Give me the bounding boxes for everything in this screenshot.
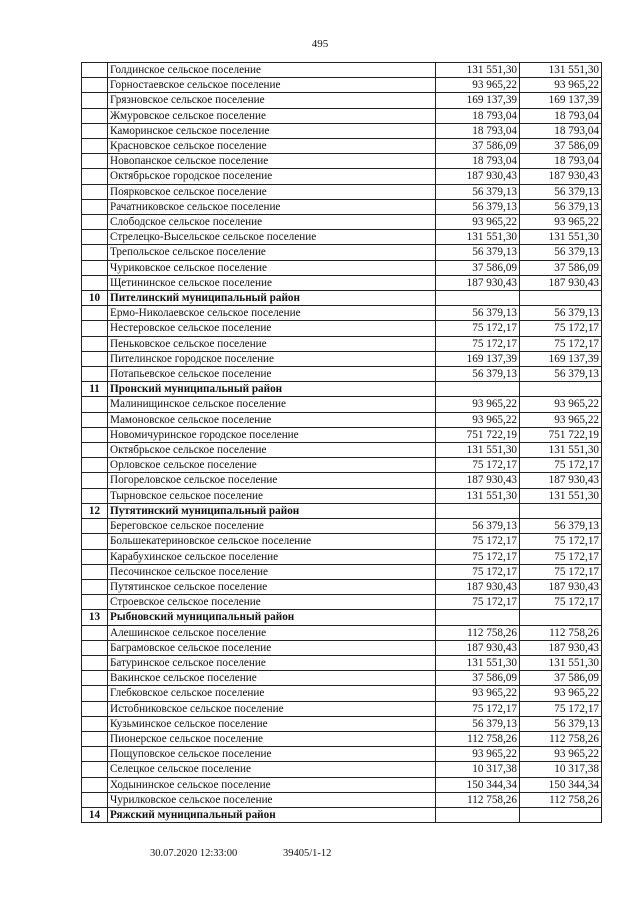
table-row bbox=[82, 762, 602, 777]
row-number bbox=[82, 655, 108, 670]
amount-value-1: 75 172,17 bbox=[436, 458, 520, 473]
amount-value-1 bbox=[436, 291, 520, 306]
table-row bbox=[82, 655, 602, 670]
amount-value-1 bbox=[436, 382, 520, 397]
row-number bbox=[82, 640, 108, 655]
row-number bbox=[82, 230, 108, 245]
amount-value-1: 187 930,43 bbox=[436, 579, 520, 594]
table-row bbox=[82, 595, 602, 610]
settlement-name: Орловское сельское поселение bbox=[108, 458, 436, 473]
table-row bbox=[82, 321, 602, 336]
table-row bbox=[82, 78, 602, 93]
row-number: 11 bbox=[82, 382, 108, 397]
amount-value-1: 56 379,13 bbox=[436, 184, 520, 199]
amount-value-2 bbox=[520, 503, 602, 518]
amount-value-2: 37 586,09 bbox=[520, 260, 602, 275]
amount-value-1: 18 793,04 bbox=[436, 108, 520, 123]
table-row bbox=[82, 519, 602, 534]
table-row bbox=[82, 139, 602, 154]
amount-value-2: 56 379,13 bbox=[520, 306, 602, 321]
amount-value-2: 112 758,26 bbox=[520, 792, 602, 807]
amount-value-2: 93 965,22 bbox=[520, 215, 602, 230]
amount-value-2: 187 930,43 bbox=[520, 473, 602, 488]
row-number bbox=[82, 169, 108, 184]
district-name: Путятинский муниципальный район bbox=[108, 503, 436, 518]
settlement-name: Строевское сельское поселение bbox=[108, 595, 436, 610]
row-number bbox=[82, 93, 108, 108]
settlement-name: Новомичуринское городское поселение bbox=[108, 427, 436, 442]
settlement-name: Жмуровское сельское поселение bbox=[108, 108, 436, 123]
row-number bbox=[82, 412, 108, 427]
amount-value-1: 75 172,17 bbox=[436, 549, 520, 564]
table-row bbox=[82, 336, 602, 351]
allocation-table-body bbox=[82, 63, 602, 823]
table-row bbox=[82, 747, 602, 762]
amount-value-1: 751 722,19 bbox=[436, 427, 520, 442]
amount-value-1: 75 172,17 bbox=[436, 534, 520, 549]
table-row bbox=[82, 63, 602, 78]
amount-value-2: 131 551,30 bbox=[520, 655, 602, 670]
settlement-name: Малинищинское сельское поселение bbox=[108, 397, 436, 412]
table-row bbox=[82, 443, 602, 458]
amount-value-1: 131 551,30 bbox=[436, 63, 520, 78]
table-row bbox=[82, 701, 602, 716]
table-row bbox=[82, 671, 602, 686]
table-row bbox=[82, 640, 602, 655]
amount-value-1: 187 930,43 bbox=[436, 473, 520, 488]
settlement-name: Пощуповское сельское поселение bbox=[108, 747, 436, 762]
district-name: Пителинский муниципальный район bbox=[108, 291, 436, 306]
amount-value-2: 131 551,30 bbox=[520, 488, 602, 503]
row-number bbox=[82, 443, 108, 458]
table-row bbox=[82, 534, 602, 549]
amount-value-2: 93 965,22 bbox=[520, 686, 602, 701]
amount-value-2: 93 965,22 bbox=[520, 397, 602, 412]
amount-value-1: 187 930,43 bbox=[436, 640, 520, 655]
settlement-name: Новопанское сельское поселение bbox=[108, 154, 436, 169]
settlement-name: Погореловское сельское поселение bbox=[108, 473, 436, 488]
row-number bbox=[82, 579, 108, 594]
amount-value-2: 169 137,39 bbox=[520, 93, 602, 108]
amount-value-2: 131 551,30 bbox=[520, 63, 602, 78]
row-number bbox=[82, 625, 108, 640]
row-number bbox=[82, 427, 108, 442]
row-number bbox=[82, 123, 108, 138]
amount-value-2: 75 172,17 bbox=[520, 701, 602, 716]
settlement-name: Ермо-Николаевское сельское поселение bbox=[108, 306, 436, 321]
table-row bbox=[82, 108, 602, 123]
amount-value-2 bbox=[520, 807, 602, 822]
amount-value-1: 93 965,22 bbox=[436, 78, 520, 93]
settlement-name: Баграмовское сельское поселение bbox=[108, 640, 436, 655]
amount-value-2: 131 551,30 bbox=[520, 230, 602, 245]
amount-value-1: 150 344,34 bbox=[436, 777, 520, 792]
amount-value-1 bbox=[436, 807, 520, 822]
amount-value-2: 75 172,17 bbox=[520, 321, 602, 336]
amount-value-2: 75 172,17 bbox=[520, 564, 602, 579]
amount-value-1: 75 172,17 bbox=[436, 336, 520, 351]
amount-value-2: 10 317,38 bbox=[520, 762, 602, 777]
table-row bbox=[82, 458, 602, 473]
amount-value-2: 93 965,22 bbox=[520, 78, 602, 93]
district-row bbox=[82, 807, 602, 822]
amount-value-2: 93 965,22 bbox=[520, 747, 602, 762]
row-number bbox=[82, 686, 108, 701]
amount-value-1 bbox=[436, 503, 520, 518]
amount-value-1: 112 758,26 bbox=[436, 731, 520, 746]
amount-value-2: 93 965,22 bbox=[520, 412, 602, 427]
settlement-name: Пионерское сельское поселение bbox=[108, 731, 436, 746]
row-number: 14 bbox=[82, 807, 108, 822]
amount-value-1: 93 965,22 bbox=[436, 397, 520, 412]
amount-value-2: 18 793,04 bbox=[520, 108, 602, 123]
row-number bbox=[82, 336, 108, 351]
table-row bbox=[82, 716, 602, 731]
row-number bbox=[82, 519, 108, 534]
amount-value-2: 112 758,26 bbox=[520, 625, 602, 640]
settlement-name: Потапьевское сельское поселение bbox=[108, 367, 436, 382]
amount-value-1: 131 551,30 bbox=[436, 488, 520, 503]
settlement-name: Песочинское сельское поселение bbox=[108, 564, 436, 579]
settlement-name: Каморинское сельское поселение bbox=[108, 123, 436, 138]
footer-timestamp: 30.07.2020 12:33:00 bbox=[150, 848, 238, 859]
table-row bbox=[82, 473, 602, 488]
allocation-table bbox=[81, 62, 602, 823]
row-number bbox=[82, 671, 108, 686]
row-number bbox=[82, 747, 108, 762]
settlement-name: Горностаевское сельское поселение bbox=[108, 78, 436, 93]
row-number bbox=[82, 488, 108, 503]
amount-value-2: 37 586,09 bbox=[520, 139, 602, 154]
settlement-name: Глебковское сельское поселение bbox=[108, 686, 436, 701]
amount-value-1: 56 379,13 bbox=[436, 367, 520, 382]
table-row bbox=[82, 549, 602, 564]
settlement-name: Рачатниковское сельское поселение bbox=[108, 199, 436, 214]
table-row bbox=[82, 625, 602, 640]
row-number bbox=[82, 245, 108, 260]
amount-value-1: 131 551,30 bbox=[436, 655, 520, 670]
settlement-name: Трепольское сельское поселение bbox=[108, 245, 436, 260]
settlement-name: Мамоновское сельское поселение bbox=[108, 412, 436, 427]
settlement-name: Береговское сельское поселение bbox=[108, 519, 436, 534]
settlement-name: Большекатериновское сельское поселение bbox=[108, 534, 436, 549]
row-number bbox=[82, 716, 108, 731]
settlement-name: Чуриковское сельское поселение bbox=[108, 260, 436, 275]
amount-value-1: 56 379,13 bbox=[436, 245, 520, 260]
table-row bbox=[82, 306, 602, 321]
row-number bbox=[82, 367, 108, 382]
amount-value-2: 56 379,13 bbox=[520, 716, 602, 731]
row-number bbox=[82, 184, 108, 199]
table-row bbox=[82, 93, 602, 108]
amount-value-2: 75 172,17 bbox=[520, 595, 602, 610]
amount-value-2: 187 930,43 bbox=[520, 275, 602, 290]
table-row bbox=[82, 579, 602, 594]
table-row bbox=[82, 245, 602, 260]
row-number bbox=[82, 731, 108, 746]
settlement-name: Нестеровское сельское поселение bbox=[108, 321, 436, 336]
amount-value-1: 112 758,26 bbox=[436, 625, 520, 640]
amount-value-1 bbox=[436, 610, 520, 625]
amount-value-1: 169 137,39 bbox=[436, 93, 520, 108]
table-row bbox=[82, 154, 602, 169]
row-number bbox=[82, 199, 108, 214]
amount-value-1: 187 930,43 bbox=[436, 275, 520, 290]
district-name: Пронский муниципальный район bbox=[108, 382, 436, 397]
table-row bbox=[82, 275, 602, 290]
amount-value-1: 75 172,17 bbox=[436, 595, 520, 610]
row-number bbox=[82, 306, 108, 321]
amount-value-2 bbox=[520, 291, 602, 306]
row-number bbox=[82, 78, 108, 93]
row-number bbox=[82, 564, 108, 579]
amount-value-1: 93 965,22 bbox=[436, 215, 520, 230]
table-row bbox=[82, 412, 602, 427]
amount-value-2: 75 172,17 bbox=[520, 336, 602, 351]
amount-value-2: 187 930,43 bbox=[520, 640, 602, 655]
settlement-name: Алешинское сельское поселение bbox=[108, 625, 436, 640]
amount-value-1: 75 172,17 bbox=[436, 564, 520, 579]
district-row bbox=[82, 291, 602, 306]
amount-value-1: 187 930,43 bbox=[436, 169, 520, 184]
amount-value-1: 56 379,13 bbox=[436, 519, 520, 534]
amount-value-1: 75 172,17 bbox=[436, 701, 520, 716]
row-number bbox=[82, 321, 108, 336]
page-number: 495 bbox=[311, 38, 329, 50]
settlement-name: Красновское сельское поселение bbox=[108, 139, 436, 154]
amount-value-2: 18 793,04 bbox=[520, 123, 602, 138]
row-number bbox=[82, 762, 108, 777]
amount-value-2: 187 930,43 bbox=[520, 169, 602, 184]
amount-value-2: 37 586,09 bbox=[520, 671, 602, 686]
settlement-name: Октябрьское городское поселение bbox=[108, 169, 436, 184]
settlement-name: Ходынинское сельское поселение bbox=[108, 777, 436, 792]
row-number bbox=[82, 215, 108, 230]
amount-value-1: 75 172,17 bbox=[436, 321, 520, 336]
settlement-name: Грязновское сельское поселение bbox=[108, 93, 436, 108]
row-number bbox=[82, 473, 108, 488]
amount-value-2: 56 379,13 bbox=[520, 245, 602, 260]
amount-value-1: 56 379,13 bbox=[436, 199, 520, 214]
settlement-name: Карабухинское сельское поселение bbox=[108, 549, 436, 564]
amount-value-2: 131 551,30 bbox=[520, 443, 602, 458]
footer-doc-code: 39405/1-12 bbox=[283, 848, 332, 859]
district-row bbox=[82, 382, 602, 397]
row-number bbox=[82, 139, 108, 154]
amount-value-1: 10 317,38 bbox=[436, 762, 520, 777]
settlement-name: Голдинское сельское поселение bbox=[108, 63, 436, 78]
table-row bbox=[82, 777, 602, 792]
settlement-name: Октябрьское сельское поселение bbox=[108, 443, 436, 458]
amount-value-1: 93 965,22 bbox=[436, 412, 520, 427]
amount-value-2: 56 379,13 bbox=[520, 184, 602, 199]
table-row bbox=[82, 488, 602, 503]
row-number bbox=[82, 792, 108, 807]
amount-value-2 bbox=[520, 382, 602, 397]
settlement-name: Путятинское сельское поселение bbox=[108, 579, 436, 594]
amount-value-2: 56 379,13 bbox=[520, 199, 602, 214]
row-number bbox=[82, 549, 108, 564]
row-number bbox=[82, 260, 108, 275]
table-row bbox=[82, 731, 602, 746]
settlement-name: Селецкое сельское поселение bbox=[108, 762, 436, 777]
row-number: 10 bbox=[82, 291, 108, 306]
amount-value-1: 18 793,04 bbox=[436, 123, 520, 138]
amount-value-2: 112 758,26 bbox=[520, 731, 602, 746]
settlement-name: Тырновское сельское поселение bbox=[108, 488, 436, 503]
amount-value-1: 112 758,26 bbox=[436, 792, 520, 807]
amount-value-1: 131 551,30 bbox=[436, 443, 520, 458]
table-row bbox=[82, 215, 602, 230]
table-row bbox=[82, 184, 602, 199]
amount-value-1: 37 586,09 bbox=[436, 260, 520, 275]
settlement-name: Батуринское сельское поселение bbox=[108, 655, 436, 670]
amount-value-2: 187 930,43 bbox=[520, 579, 602, 594]
amount-value-2: 751 722,19 bbox=[520, 427, 602, 442]
row-number bbox=[82, 397, 108, 412]
settlement-name: Чурилковское сельское поселение bbox=[108, 792, 436, 807]
settlement-name: Кузьминское сельское поселение bbox=[108, 716, 436, 731]
table-row bbox=[82, 397, 602, 412]
row-number: 12 bbox=[82, 503, 108, 518]
settlement-name: Истобниковское сельское поселение bbox=[108, 701, 436, 716]
amount-value-2: 56 379,13 bbox=[520, 367, 602, 382]
district-name: Рыбновский муниципальный район bbox=[108, 610, 436, 625]
amount-value-2: 18 793,04 bbox=[520, 154, 602, 169]
row-number bbox=[82, 63, 108, 78]
row-number bbox=[82, 534, 108, 549]
table-row bbox=[82, 230, 602, 245]
amount-value-1: 93 965,22 bbox=[436, 686, 520, 701]
amount-value-2: 75 172,17 bbox=[520, 534, 602, 549]
table-row bbox=[82, 367, 602, 382]
row-number bbox=[82, 108, 108, 123]
amount-value-2 bbox=[520, 610, 602, 625]
amount-value-1: 18 793,04 bbox=[436, 154, 520, 169]
amount-value-1: 37 586,09 bbox=[436, 671, 520, 686]
district-name: Ряжский муниципальный район bbox=[108, 807, 436, 822]
table-row bbox=[82, 351, 602, 366]
settlement-name: Пеньковское сельское поселение bbox=[108, 336, 436, 351]
table-row bbox=[82, 564, 602, 579]
row-number bbox=[82, 275, 108, 290]
amount-value-2: 75 172,17 bbox=[520, 549, 602, 564]
amount-value-2: 150 344,34 bbox=[520, 777, 602, 792]
row-number bbox=[82, 777, 108, 792]
settlement-name: Щетининское сельское поселение bbox=[108, 275, 436, 290]
settlement-name: Стрелецко-Высельское сельское поселение bbox=[108, 230, 436, 245]
settlement-name: Поярковское сельское поселение bbox=[108, 184, 436, 199]
table-row bbox=[82, 123, 602, 138]
row-number bbox=[82, 154, 108, 169]
amount-value-2: 56 379,13 bbox=[520, 519, 602, 534]
row-number bbox=[82, 701, 108, 716]
amount-value-1: 131 551,30 bbox=[436, 230, 520, 245]
settlement-name: Пителинское городское поселение bbox=[108, 351, 436, 366]
district-row bbox=[82, 503, 602, 518]
amount-value-1: 56 379,13 bbox=[436, 306, 520, 321]
settlement-name: Слободское сельское поселение bbox=[108, 215, 436, 230]
amount-value-1: 169 137,39 bbox=[436, 351, 520, 366]
amount-value-2: 75 172,17 bbox=[520, 458, 602, 473]
table-row bbox=[82, 427, 602, 442]
table-row bbox=[82, 169, 602, 184]
settlement-name: Вакинское сельское поселение bbox=[108, 671, 436, 686]
row-number bbox=[82, 351, 108, 366]
amount-value-1: 56 379,13 bbox=[436, 716, 520, 731]
amount-value-1: 37 586,09 bbox=[436, 139, 520, 154]
district-row bbox=[82, 610, 602, 625]
row-number: 13 bbox=[82, 610, 108, 625]
row-number bbox=[82, 595, 108, 610]
row-number bbox=[82, 458, 108, 473]
table-row bbox=[82, 792, 602, 807]
amount-value-2: 169 137,39 bbox=[520, 351, 602, 366]
table-row bbox=[82, 260, 602, 275]
amount-value-1: 93 965,22 bbox=[436, 747, 520, 762]
table-row bbox=[82, 199, 602, 214]
table-row bbox=[82, 686, 602, 701]
